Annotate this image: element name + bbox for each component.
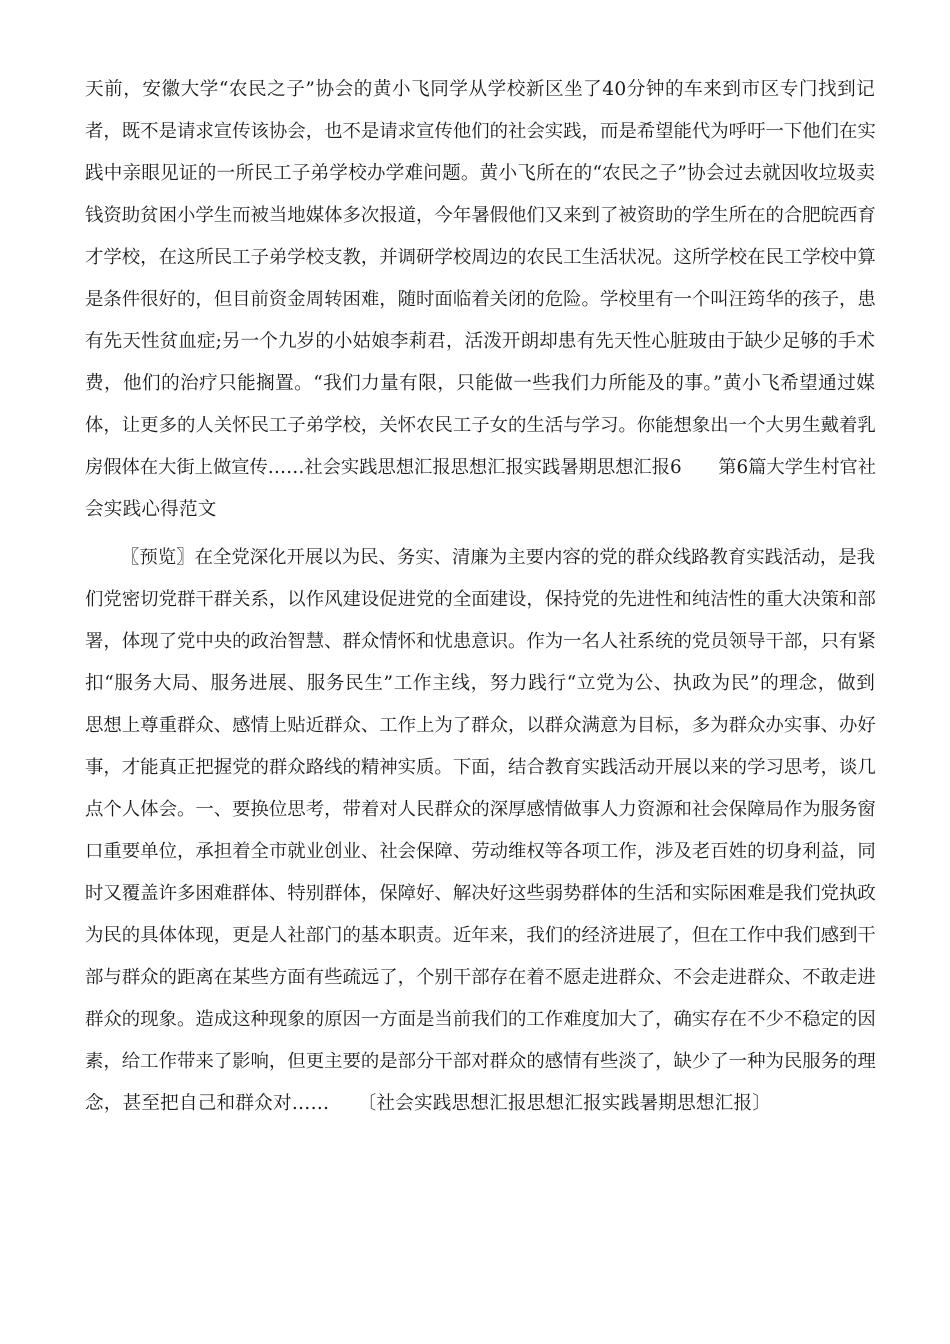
text-line: 者，既不是请求宣传该协会，也不是请求宣传他们的社会实践，而是希望能代为呼吁一下他们在实	[85, 121, 876, 142]
text-line: 事，才能真正把握党的群众路线的精神实质。下面，结合教育实践活动开展以来的学习思考，谈几	[85, 757, 876, 778]
text-line: 群众的现象。造成这种现象的原因一方面是当前我们的工作难度加大了，确实存在不少不稳定的因	[85, 1009, 876, 1030]
text-line: 体，让更多的人关怀民工子弟学校，关怀农民工子女的生活与学习。你能想象出一个大男生戴着乳	[85, 415, 876, 436]
text-line: 有先天性贫血症;另一个九岁的小姑娘李莉君，活泼开朗却患有先天性心脏玻由于缺少足够的手术	[85, 331, 875, 352]
text-line: 为民的具体体现，更是人社部门的基本职责。近年来，我们的经济进展了，但在工作中我们感到干	[85, 925, 876, 946]
text-line: 念，甚至把自己和群众对…… 〔社会实践思想汇报思想汇报实践暑期思想汇报〕	[85, 1093, 772, 1114]
text-line: 〖预览〗在全党深化开展以为民、务实、清廉为主要内容的党的群众线路教育实践活动，是我	[121, 547, 876, 568]
text-line: 天前，安徽大学“农民之子”协会的黄小飞同学从学校新区坐了40分钟的车来到市区专门找到记	[85, 79, 875, 100]
text-line: 口重要单位，承担着全市就业创业、社会保障、劳动维权等各项工作，涉及老百姓的切身利益，同	[85, 841, 876, 862]
text-line: 是条件很好的，但目前资金周转困难，随时面临着关闭的危险。学校里有一个叫汪筠华的孩子，患	[85, 289, 876, 310]
text-line: 钱资助贫困小学生而被当地媒体多次报道，今年暑假他们又来到了被资助的学生所在的合肥皖西育	[85, 205, 876, 226]
text-line: 时又覆盖许多困难群体、特别群体，保障好、解决好这些弱势群体的生活和实际困难是我们党执政	[85, 883, 876, 904]
text-line: 践中亲眼见证的一所民工子弟学校办学难问题。黄小飞所在的“农民之子”协会过去就因收垃圾卖	[85, 163, 875, 184]
text-line: 扣“服务大局、服务进展、服务民生”工作主线，努力践行“立党为公、执政为民”的理念，做到	[85, 673, 875, 694]
text-line: 素，给工作带来了影响，但更主要的是部分干部对群众的感情有些淡了，缺少了一种为民服务的理	[85, 1051, 876, 1072]
text-line: 房假体在大街上做宣传……社会实践思想汇报思想汇报实践暑期思想汇报6 第6篇大学生村官社	[85, 457, 877, 478]
text-line: 才学校，在这所民工子弟学校支教，并调研学校周边的农民工生活状况。这所学校在民工学校中算	[85, 247, 876, 268]
text-line: 们党密切党群干群关系，以作风建设促进党的全面建设，保持党的先进性和纯洁性的重大决策和部	[85, 589, 876, 610]
text-line: 思想上尊重群众、感情上贴近群众、工作上为了群众，以群众满意为目标，多为群众办实事、办好	[85, 715, 876, 736]
text-line: 会实践心得范文	[85, 499, 217, 520]
text-line: 署，体现了党中央的政治智慧、群众情怀和忧患意识。作为一名人社系统的党员领导干部，只有紧	[85, 631, 876, 652]
text-line: 部与群众的距离在某些方面有些疏远了，个别干部存在着不愿走进群众、不会走进群众、不敢走进	[85, 967, 876, 988]
text-line: 点个人体会。一、要换位思考，带着对人民群众的深厚感情做事人力资源和社会保障局作为服务窗	[85, 799, 876, 820]
text-line: 费，他们的治疗只能搁置。“我们力量有限，只能做一些我们力所能及的事。”黄小飞希望通过媒	[85, 373, 875, 394]
